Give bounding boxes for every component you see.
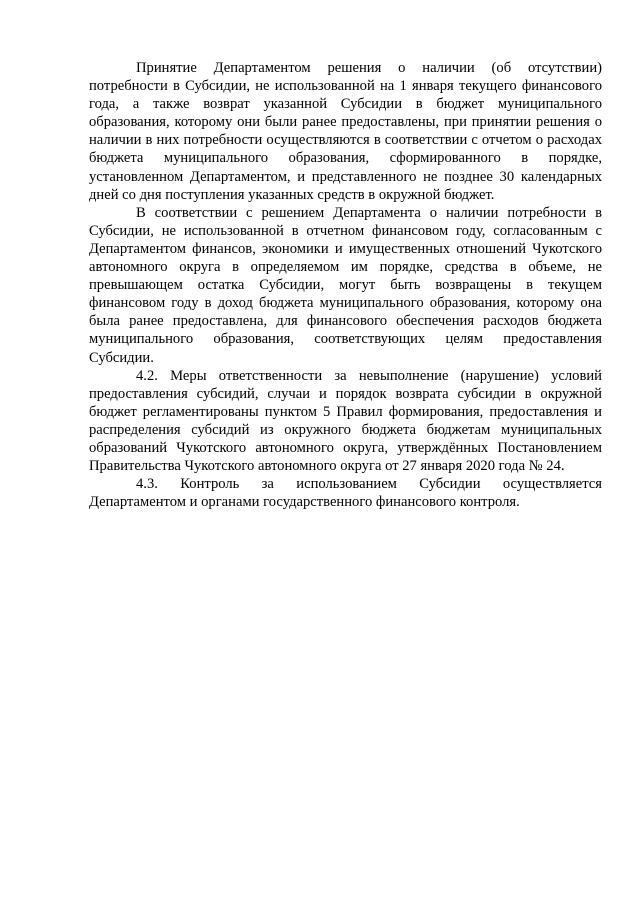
- paragraph-subsidy-return-decision: Принятие Департаментом решения о наличии (об отсутствии) потребности в Субсидии, не использованной на 1 января текущего финансового года, а также возврат указанной Субсидии в бюджет муниципального образования, которому они были ранее предоставлены, при принятии решения о наличии в них потребности осуществляются в соответствии с отчетом о расходах бюджета муниципального образования, сформированного в порядке, установленном Департаментом, и представленного не позднее 30 календарных дней со дня поступления указанных средств в окружной бюджет.: [89, 60, 602, 203]
- document-body: [89, 59, 602, 511]
- paragraph-4-3-control: 4.3. Контроль за использованием Субсидии осуществляется Департаментом и органами государственного финансового контроля.: [89, 476, 602, 511]
- paragraph-subsidy-need-decision: В соответствии с решением Департамента о наличии потребности в Субсидии, не использованной в отчетном финансовом году, согласованным с Департаментом финансов, экономики и имущественных отношений Чукотского автономного округа в определяемом им порядке, средства в объеме, не превышающем остатка Субсидии, могут быть возвращены в текущем финансовом году в доход бюджета муниципального образования, которому она была ранее предоставлена, для финансового обеспечения расходов бюджета муниципального образования, соответствующих целям предоставления Субсидии.: [89, 204, 602, 366]
- paragraph-4-2-responsibility: 4.2. Меры ответственности за невыполнение (нарушение) условий предоставления субсидий, случаи и порядок возврата субсидии в окружной бюджет регламентированы пунктом 5 Правил формирования, предоставления и распределения субсидий из окружного бюджета бюджетам муниципальных образований Чукотского автономного округа, утверждённых Постановлением Правительства Чукотского автономного округа от 27 января 2020 года № 24.: [89, 367, 602, 475]
